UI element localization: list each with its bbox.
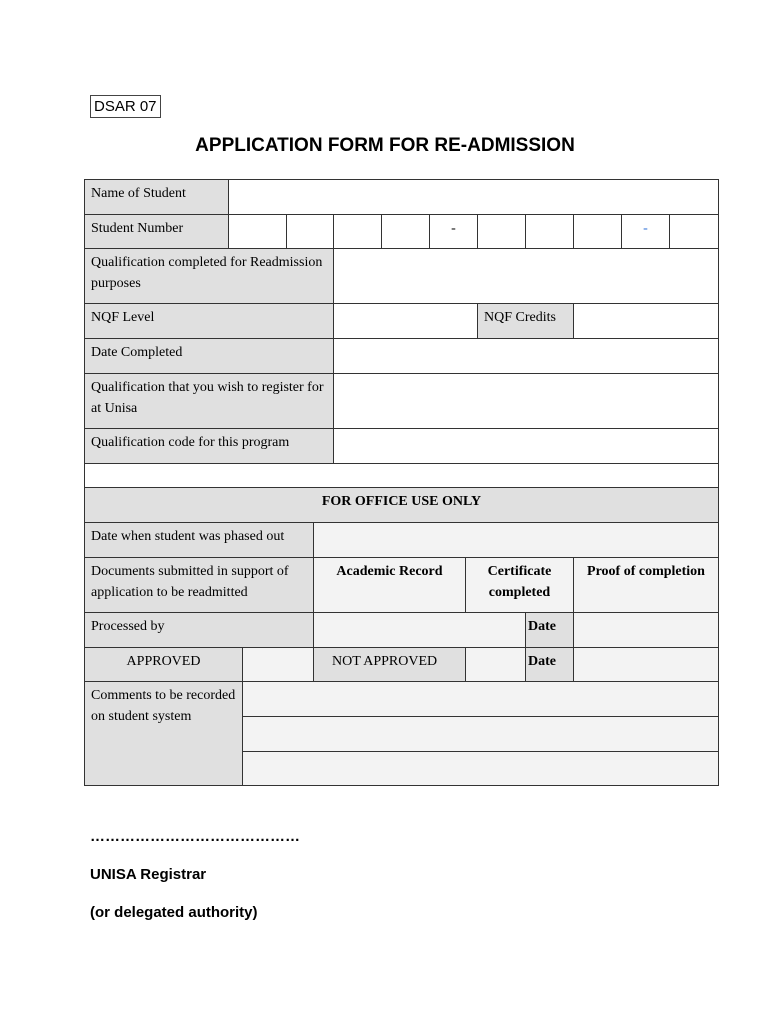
nqf-level-label: NQF Level — [84, 303, 334, 339]
qualification-code-label: Qualification code for this program — [84, 428, 334, 464]
office-use-header: FOR OFFICE USE ONLY — [84, 487, 719, 523]
qualification-register-field[interactable] — [333, 373, 719, 429]
phased-out-label: Date when student was phased out — [84, 522, 314, 558]
comments-label: Comments to be recorded on student system — [84, 681, 243, 786]
student-number-label: Student Number — [84, 214, 229, 249]
qualification-register-label: Qualification that you wish to register for at Unisa — [84, 373, 334, 429]
processed-by-field[interactable] — [313, 612, 526, 648]
page-title: APPLICATION FORM FOR RE-ADMISSION — [195, 135, 575, 156]
registrar-label: UNISA Registrar — [90, 866, 207, 883]
processed-by-label: Processed by — [84, 612, 314, 648]
not-approved-label: NOT APPROVED — [313, 647, 466, 682]
academic-record-option[interactable]: Academic Record — [313, 557, 466, 613]
student-number-box[interactable] — [573, 214, 622, 249]
qualification-code-field[interactable] — [333, 428, 719, 464]
processed-date-field[interactable] — [573, 612, 719, 648]
phased-out-field[interactable] — [313, 522, 719, 558]
certificate-completed-option[interactable]: Certificate completed — [465, 557, 574, 613]
comments-line[interactable] — [242, 751, 719, 786]
approval-date-field[interactable] — [573, 647, 719, 682]
student-number-separator: - — [621, 214, 670, 249]
processed-date-label: Date — [525, 612, 574, 648]
proof-of-completion-option[interactable]: Proof of completion — [573, 557, 719, 613]
nqf-credits-field[interactable] — [573, 303, 719, 339]
spacer-row — [84, 463, 719, 488]
qualification-completed-field[interactable] — [333, 248, 719, 304]
date-completed-label: Date Completed — [84, 338, 334, 374]
not-approved-checkbox[interactable] — [465, 647, 526, 682]
approved-checkbox[interactable] — [242, 647, 314, 682]
approval-date-label: Date — [525, 647, 574, 682]
nqf-credits-label: NQF Credits — [477, 303, 574, 339]
student-number-box[interactable] — [286, 214, 334, 249]
student-number-box[interactable] — [333, 214, 382, 249]
signature-line: …………………………………… — [90, 828, 300, 845]
date-completed-field[interactable] — [333, 338, 719, 374]
form-code: DSAR 07 — [90, 95, 161, 118]
student-number-box[interactable] — [477, 214, 526, 249]
comments-line[interactable] — [242, 716, 719, 752]
documents-submitted-label: Documents submitted in support of application to be readmitted — [84, 557, 314, 613]
delegated-authority-label: (or delegated authority) — [90, 904, 258, 921]
student-number-box[interactable] — [228, 214, 287, 249]
student-number-box[interactable] — [525, 214, 574, 249]
student-number-separator: - — [429, 214, 478, 249]
student-number-box[interactable] — [669, 214, 719, 249]
approved-label: APPROVED — [84, 647, 243, 682]
qualification-completed-label: Qualification completed for Readmission purposes — [84, 248, 334, 304]
student-name-field[interactable] — [228, 179, 719, 215]
student-name-label: Name of Student — [84, 179, 229, 215]
student-number-box[interactable] — [381, 214, 430, 249]
nqf-level-field[interactable] — [333, 303, 478, 339]
comments-line[interactable] — [242, 681, 719, 717]
